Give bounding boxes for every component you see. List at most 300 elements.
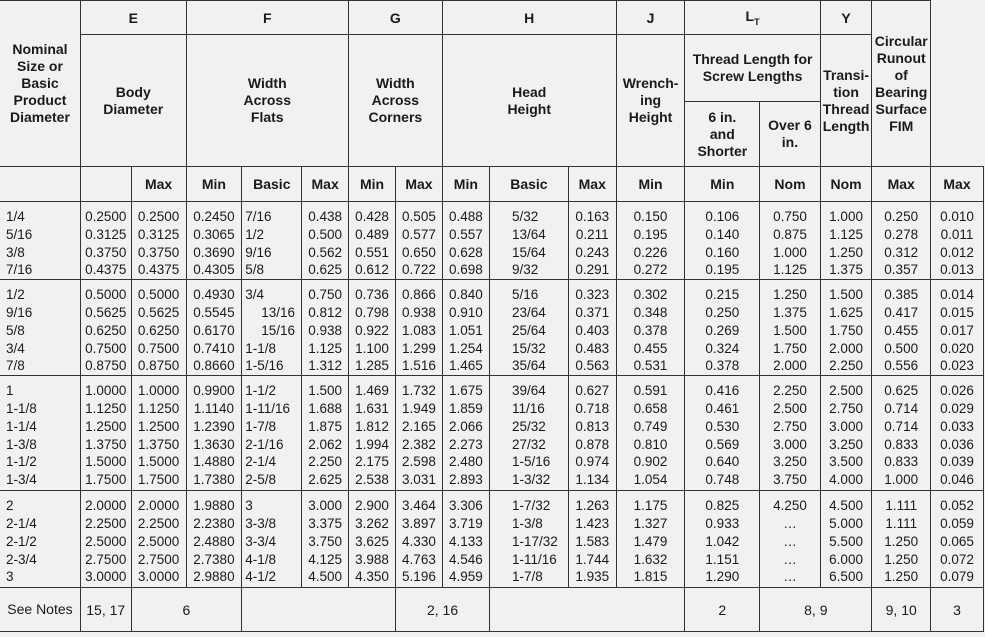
table-cell: 0.625 [308,262,343,278]
col-h-basic [489,280,568,376]
table-cell: 1-1/8 [245,340,277,356]
table-cell: 2-5/8 [245,472,277,488]
table-cell: 0.378 [633,322,668,338]
header-letter-f: F [186,1,348,35]
col-g-min [442,491,489,588]
table-cell: 0.658 [633,400,668,416]
table-cell: 5/16 [6,226,33,242]
table-cell: 1.0000 [137,383,180,399]
table-cell: 0.714 [884,418,919,434]
table-cell: 3 [6,569,14,585]
data-group-row [0,376,984,491]
table-cell: 0.269 [705,322,740,338]
table-cell: 1.285 [355,358,389,374]
table-cell: 0.736 [355,287,389,303]
table-cell: 2.062 [308,436,343,452]
table-cell: 1.299 [402,340,436,356]
table-cell: 1/2 [6,287,25,303]
table-cell: 4.500 [829,498,863,514]
table-cell: 2.250 [829,358,863,374]
col-h-min [616,280,685,376]
table-cell: 1-11/16 [511,551,557,567]
table-cell: 0.291 [575,262,610,278]
table-cell: 3.750 [773,472,807,488]
table-cell: 1-1/8 [6,400,37,416]
header-letter-row [0,1,984,35]
table-cell: 1.250 [773,287,807,303]
table-cell: 0.243 [575,244,610,260]
table-cell: 0.072 [940,551,974,567]
col-f-basic [242,202,302,280]
col-g-max [396,491,443,588]
table-cell: 0.5000 [137,287,180,303]
table-cell: 2.273 [448,436,483,452]
table-cell: 0.2450 [193,209,235,224]
table-cell: 0.195 [633,226,668,242]
table-cell: … [783,551,797,567]
table-cell: 4.250 [773,498,807,514]
table-cell: 1.949 [402,400,436,416]
table-cell: 0.4930 [193,287,235,303]
table-cell: 35/64 [511,358,546,374]
table-cell: 1-5/16 [511,454,551,470]
table-cell: 0.813 [575,418,610,434]
table-cell: 1-3/8 [6,436,37,452]
table-cell: 7/8 [6,358,25,374]
col-e-min [186,202,242,280]
table-cell: 1.500 [829,287,863,303]
header-letter-h: H [442,1,616,35]
table-cell: 0.046 [940,472,974,488]
table-cell: 1-11/16 [245,400,291,416]
col-nominal [0,376,80,491]
table-cell: 0.910 [448,304,483,320]
header-wrenching-height: Wrench- ing Height [616,35,685,167]
table-cell: 0.461 [705,400,740,416]
table-cell: 0.8660 [193,358,235,374]
table-cell: 0.014 [940,287,974,303]
table-cell: 1.465 [448,358,483,374]
table-cell: 0.7500 [85,340,127,356]
table-cell: 0.488 [448,209,483,224]
table-cell: 0.812 [308,304,343,320]
table-cell: 0.750 [308,287,343,303]
table-cell: 1-1/4 [6,418,37,434]
table-cell: 0.3065 [193,226,235,242]
table-cell: 1-7/32 [511,498,551,514]
col-f-max [302,491,349,588]
table-cell: 0.371 [575,304,610,320]
table-cell: 0.2500 [137,209,180,224]
col-e-min [186,376,242,491]
table-cell: 2.250 [308,454,343,470]
table-cell: 2.7380 [193,551,235,567]
table-cell: 0.577 [402,226,436,242]
col-decimal [80,491,131,588]
table-cell: 1-1/2 [6,454,37,470]
table-cell: 0.029 [940,400,974,416]
table-cell: 1.5000 [137,454,180,470]
notes-width-across-corners: 2, 16 [396,588,490,632]
col-h-basic [489,491,568,588]
table-cell: 0.026 [940,383,974,399]
col-fim [931,202,984,280]
table-cell: 1.000 [829,209,863,224]
table-cell: 2.5000 [85,533,127,549]
col-nominal [0,202,80,280]
subheader-lt-short-nom: Nom [760,167,821,202]
table-cell: 3.625 [355,533,389,549]
table-cell: 2 [6,498,14,514]
table-cell: 0.278 [884,226,919,242]
table-cell: 0.922 [355,322,389,338]
table-cell: 2.2500 [85,515,127,531]
header-body-diameter: Body Diameter [80,35,186,167]
col-lt-over [820,376,872,491]
table-cell: 7/16 [245,209,272,224]
col-fim [931,376,984,491]
table-cell: 1.631 [355,400,389,416]
subheader-f-min: Min [348,167,395,202]
table-cell: 0.3690 [193,244,235,260]
table-cell: 0.211 [575,226,609,242]
col-decimal [80,280,131,376]
see-notes-label: See Notes [0,588,80,632]
notes-head-height [489,588,684,632]
subheader-h-min: Min [616,167,685,202]
table-cell: 9/32 [511,262,539,278]
table-cell: 0.039 [940,454,974,470]
table-cell: 0.226 [633,244,668,260]
table-cell: 0.428 [355,209,389,224]
table-cell: 2.250 [773,383,807,399]
table-cell: 1.7500 [85,472,127,488]
col-h-min [616,491,685,588]
table-cell: 3.000 [773,436,807,452]
table-cell: 1.500 [773,322,807,338]
col-g-max [396,376,443,491]
table-cell: 0.403 [575,322,610,338]
table-cell: 0.4375 [85,262,127,278]
table-cell: 0.483 [575,340,610,356]
table-cell: 0.500 [884,340,919,356]
table-cell: 1.7380 [193,472,235,488]
table-cell: 0.023 [940,358,974,374]
table-cell: 0.718 [575,400,610,416]
table-cell: 0.020 [940,340,974,356]
table-cell: 0.215 [705,287,740,303]
table-cell: 0.250 [705,304,740,320]
header-description-row [0,35,984,102]
table-cell: 1-5/16 [245,358,284,374]
col-fim [931,491,984,588]
table-cell: 3.0000 [137,569,180,585]
table-cell: 9/16 [6,304,33,320]
table-cell: 1.935 [575,569,610,585]
table-cell: 0.033 [940,418,974,434]
table-cell: 1.675 [448,383,483,399]
table-cell: 3-3/8 [245,515,277,531]
table-cell: 3.031 [402,472,436,488]
table-cell: 2.4880 [193,533,235,549]
table-cell: 39/64 [511,383,546,399]
col-e-max [131,280,186,376]
col-h-min [616,376,685,491]
table-cell: 0.015 [940,304,974,320]
header-letter-y: Y [820,1,872,35]
data-group-row [0,202,984,280]
subheader-h-max: Max [568,167,616,202]
table-cell: 1.3750 [137,436,180,452]
table-cell: 2.066 [448,418,483,434]
col-decimal [80,376,131,491]
header-subheader-row [0,167,984,202]
table-cell: 0.489 [355,226,389,242]
table-cell: 0.3750 [85,244,127,260]
table-cell: 0.052 [940,498,974,514]
table-cell: 2.500 [829,383,863,399]
table-cell: 1.134 [575,472,610,488]
table-cell: 2-3/4 [6,551,37,567]
table-cell: 0.640 [705,454,740,470]
col-h-max [568,280,616,376]
col-f-min [348,202,395,280]
table-cell: 4-1/2 [245,569,277,585]
table-cell: 0.698 [448,262,483,278]
table-cell: 0.438 [308,209,343,224]
table-cell: 4.546 [448,551,483,567]
table-cell: 1.1250 [85,400,127,416]
table-cell: 1.1140 [193,400,235,416]
table-cell: 1.732 [402,383,436,399]
table-cell: 0.017 [940,322,974,338]
table-cell: 0.312 [884,244,919,260]
table-cell: 1.3630 [193,436,235,452]
col-f-min [348,376,395,491]
table-cell: 1.312 [308,358,343,374]
table-cell: 0.302 [633,287,668,303]
table-cell: 3.306 [448,498,483,514]
col-g-min [442,202,489,280]
table-cell: 0.750 [773,209,807,224]
notes-wrenching-height: 2 [685,588,760,632]
notes-nominal: 15, 17 [80,588,131,632]
header-six-in-and-shorter: 6 in. and Shorter [685,102,760,167]
table-cell: 0.011 [940,226,974,242]
table-cell: 2.750 [829,400,863,416]
subheader-y-max: Max [872,167,931,202]
table-cell: 0.6250 [137,322,180,338]
table-cell: 2.175 [355,454,389,470]
table-cell: 0.195 [705,262,740,278]
subheader-f-basic: Basic [242,167,302,202]
col-fim [931,280,984,376]
table-cell: 0.417 [884,304,919,320]
table-cell: 0.833 [884,454,919,470]
table-cell: 5.000 [829,515,863,531]
table-cell: 3.897 [402,515,436,531]
table-cell: 0.4305 [193,262,235,278]
table-cell: 15/16 [261,322,296,338]
table-cell: 1.250 [829,244,863,260]
table-cell: 2.480 [448,454,483,470]
table-cell: 1-1/2 [245,383,277,399]
table-cell: 3.250 [829,436,863,452]
table-cell: 3.500 [829,454,863,470]
table-cell: 1.815 [633,569,668,585]
header-nominal-size: Nominal Size or Basic Product Diameter [0,1,80,167]
table-cell: 0.650 [402,244,436,260]
subheader-g-min: Min [442,167,489,202]
table-cell: 0.348 [633,304,668,320]
table-cell: 0.591 [633,383,668,399]
table-cell: 0.010 [940,209,974,224]
table-cell: 6.000 [829,551,863,567]
table-cell: 2.900 [355,498,389,514]
table-cell: 1.583 [575,533,610,549]
table-cell: 0.378 [705,358,740,374]
table-cell: 4-1/8 [245,551,277,567]
table-cell: 1.151 [705,551,740,567]
table-cell: 1 [6,383,14,399]
col-h-basic [489,202,568,280]
subheader-f-max: Max [302,167,349,202]
table-cell: 1.625 [829,304,863,320]
col-nominal [0,491,80,588]
table-cell: 4.500 [308,569,343,585]
table-cell: 0.385 [884,287,919,303]
table-cell: 3/4 [6,340,25,356]
subheader-j-min: Min [685,167,760,202]
col-h-max [568,202,616,280]
header-head-height: Head Height [442,35,616,167]
col-f-basic [242,491,302,588]
table-cell: 6.500 [829,569,863,585]
table-cell: 1.175 [633,498,668,514]
col-lt-short [760,491,821,588]
notes-thread-length: 8, 9 [760,588,872,632]
table-cell: 0.2500 [85,209,127,224]
table-cell: 0.079 [940,569,974,585]
table-cell: 0.6250 [85,322,127,338]
table-cell: 3.750 [308,533,343,549]
table-cell: 0.866 [402,287,436,303]
table-cell: 0.8750 [137,358,180,374]
table-cell: 4.350 [355,569,389,585]
col-g-max [396,280,443,376]
table-cell: 0.974 [575,454,610,470]
col-j-min [685,202,760,280]
col-e-max [131,202,186,280]
table-cell: 2.5000 [137,533,180,549]
table-cell: 2.165 [402,418,436,434]
table-cell: 0.140 [705,226,740,242]
table-cell: 0.505 [402,209,436,224]
table-cell: 15/64 [511,244,546,260]
table-cell: 4.133 [448,533,483,549]
table-cell: 1.3750 [85,436,127,452]
col-y-max [872,280,931,376]
table-cell: 1.000 [773,244,807,260]
table-cell: 4.125 [308,551,343,567]
col-j-min [685,491,760,588]
col-y-max [872,491,931,588]
table-cell: 1.250 [884,569,919,585]
col-lt-short [760,376,821,491]
table-cell: 0.562 [308,244,343,260]
header-circular-runout: Circular Runout of Bearing Surface FIM [872,1,931,167]
table-cell: 1.1250 [137,400,180,416]
table-cell: 2.2500 [137,515,180,531]
table-cell: 2.598 [402,454,436,470]
table-cell: 0.825 [705,498,740,514]
table-cell: 0.933 [705,515,740,531]
table-cell: 3 [245,498,253,514]
col-g-min [442,376,489,491]
table-cell: 1.632 [633,551,668,567]
table-cell: 1.111 [885,498,918,514]
table-cell: 1.125 [308,340,343,356]
table-cell: 2-1/16 [245,436,284,452]
subheader-fim-max: Max [931,167,984,202]
col-e-max [131,491,186,588]
table-cell: 2.538 [355,472,389,488]
table-cell: 0.563 [575,358,610,374]
col-j-min [685,376,760,491]
table-cell: 0.5625 [85,304,127,320]
table-cell: 2.893 [448,472,483,488]
table-cell: 0.3125 [85,226,127,242]
col-f-min [348,280,395,376]
table-cell: 1.2500 [137,418,180,434]
col-e-min [186,491,242,588]
table-cell: 1.812 [355,418,389,434]
col-y-max [872,376,931,491]
table-cell: 1.750 [773,340,807,356]
col-lt-over [820,491,872,588]
table-cell: 1.2390 [193,418,235,434]
table-cell: 0.875 [773,226,807,242]
notes-runout: 3 [931,588,984,632]
table-cell: 4.959 [448,569,483,585]
table-cell: 1.2500 [85,418,127,434]
header-over-six-in: Over 6 in. [760,102,821,167]
table-cell: 0.106 [705,209,740,224]
table-cell: 2-1/4 [245,454,277,470]
table-cell: 2.625 [308,472,343,488]
col-f-min [348,491,395,588]
table-cell: 0.455 [633,340,668,356]
table-cell: 4.000 [829,472,863,488]
header-width-across-corners: Width Across Corners [348,35,442,167]
table-cell: 1-3/8 [511,515,543,531]
table-cell: 2.9880 [193,569,235,585]
table-cell: 9/16 [245,244,272,260]
table-cell: 3.262 [355,515,389,531]
table-cell: 3.250 [773,454,807,470]
header-letter-t-subscript: T [754,16,760,27]
col-e-min [186,280,242,376]
table-cell: 0.810 [633,436,668,452]
table-cell: 1.7500 [137,472,180,488]
table-cell: 1.100 [355,340,389,356]
table-cell: 1.250 [884,533,919,549]
table-cell: 0.722 [402,262,436,278]
table-cell: 0.455 [884,322,919,338]
table-cell: 0.163 [575,209,610,224]
table-cell: 1.250 [884,551,919,567]
col-lt-short [760,280,821,376]
